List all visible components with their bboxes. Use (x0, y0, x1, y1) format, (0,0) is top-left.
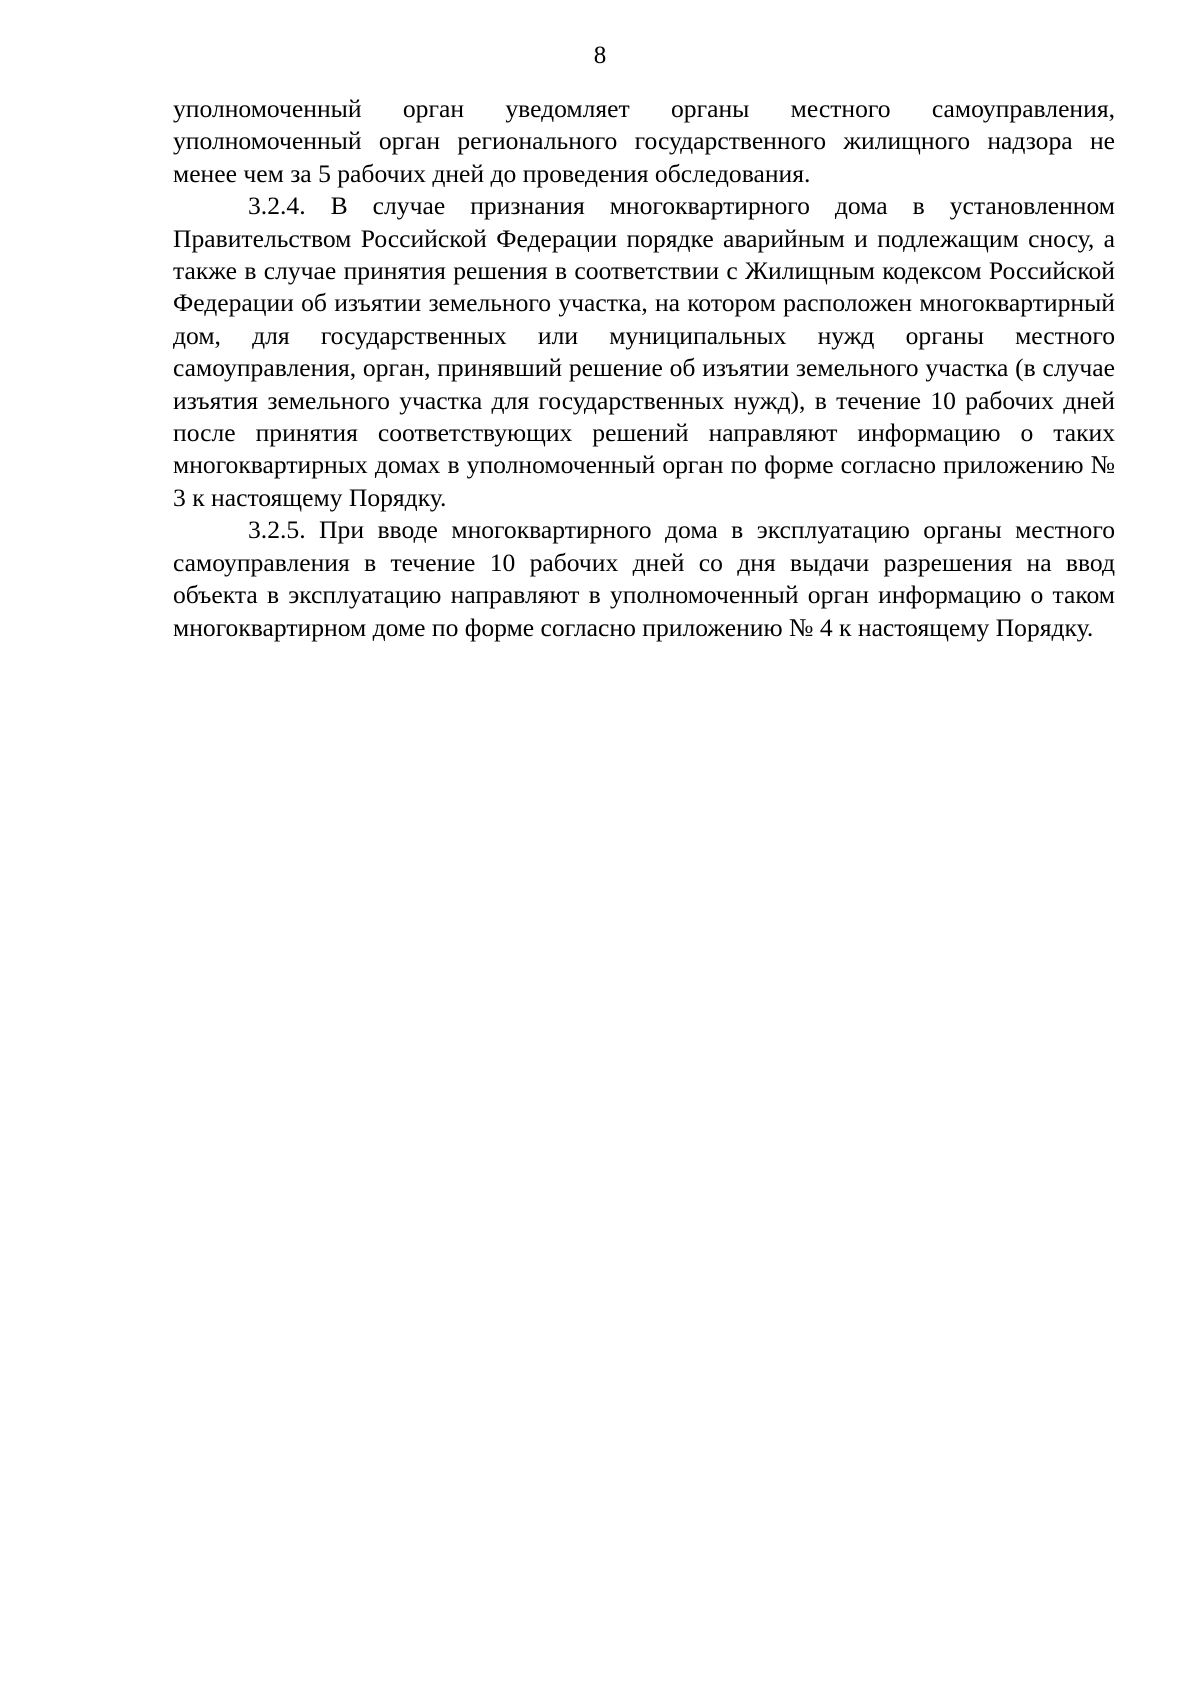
page-number: 8 (593, 42, 607, 69)
document-body (173, 93, 1115, 644)
paragraph-3-2-5: 3.2.5. При вводе многоквартирного дома в эксплуатацию органы местного самоуправления в течение 10 рабочих дней со дня выдачи разрешения на ввод объекта в эксплуатацию направляют в уполномоченный орган информацию о таком многоквартирном доме по форме согласно приложению № 4 к настоящему Порядку. (173, 515, 1115, 642)
paragraph-continuation: уполномоченный орган уведомляет органы местного самоуправления, уполномоченный орган регионального государственного жилищного надзора не менее чем за 5 рабочих дней до проведения обследования. (173, 94, 1115, 188)
paragraph-3-2-4: 3.2.4. В случае признания многоквартирного дома в установленном Правительством Российской Федерации порядке аварийным и подлежащим сносу, а также в случае принятия решения в соответствии с Жилищным кодексом Российской Федерации об изъятии земельного участка, на котором расположен многоквартирный дом, для государственных или муниципальных нужд органы местного самоуправления, орган, принявший решение об изъятии земельного участка (в случае изъятия земельного участка для государственных нужд), в течение 10 рабочих дней после принятия соответствующих решений направляют информацию о таких многоквартирных домах в уполномоченный орган по форме согласно приложению № 3 к настоящему Порядку. (173, 191, 1115, 512)
